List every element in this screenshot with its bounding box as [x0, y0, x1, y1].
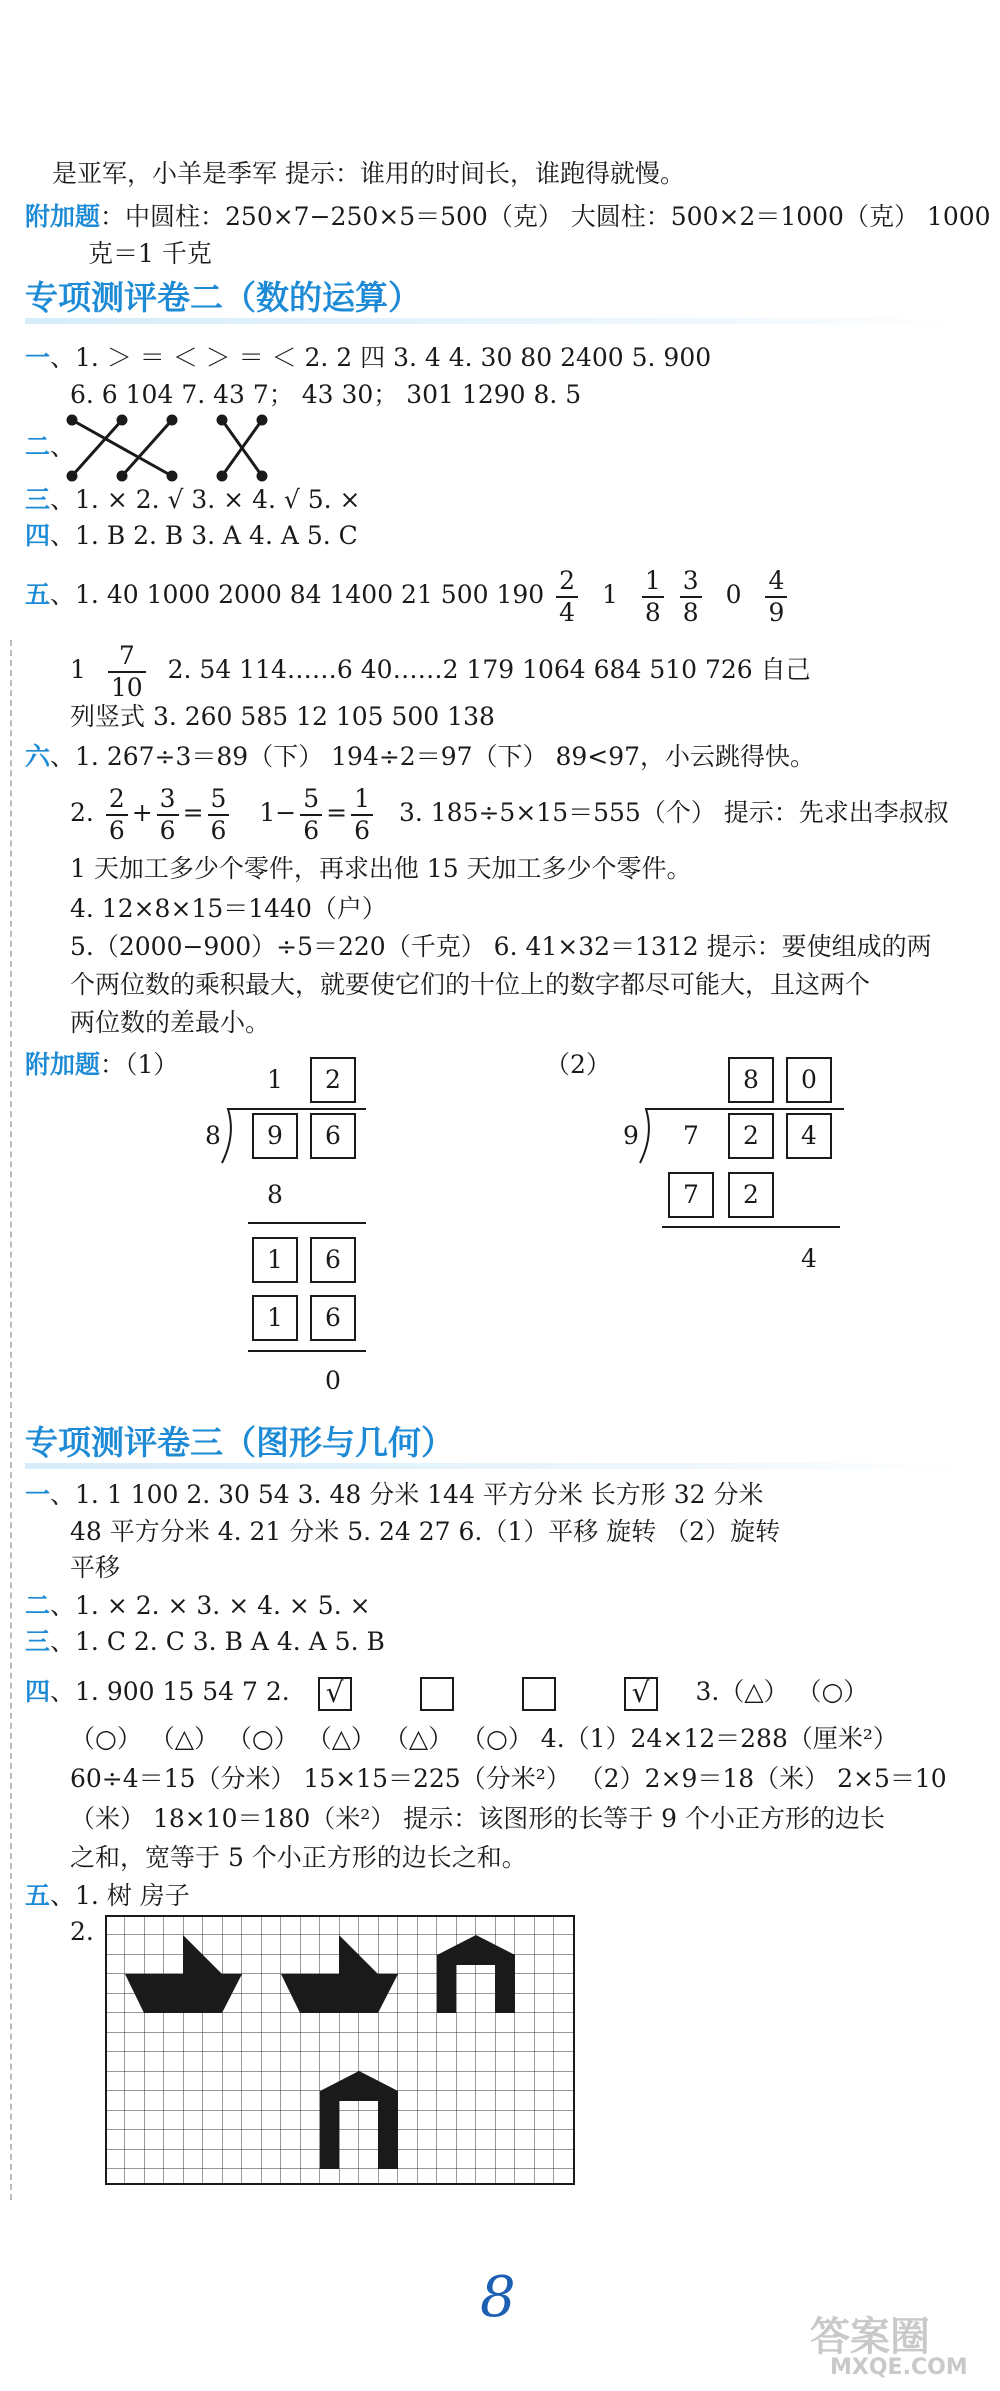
one-minus: 1−: [259, 798, 297, 827]
q6-line: [25, 740, 815, 774]
remainder-digit: 0: [325, 1366, 341, 1395]
q2-label: 二: [25, 432, 51, 461]
denominator: 6: [303, 815, 320, 845]
check-box: √: [624, 1677, 658, 1711]
q3-text: 、1. C 2. C 3. B A 4. A 5. B: [50, 1627, 385, 1656]
numerator: 4: [765, 566, 787, 598]
bonus-text: ：中圆柱：250×7−250×5＝500（克） 大圆柱：500×2＝1000（克） 1000: [100, 202, 991, 231]
value-zero: 0: [725, 580, 742, 609]
answer-box: 6: [310, 1295, 356, 1341]
equals-sign: =: [326, 798, 348, 827]
matching-lines-diagram: [60, 412, 270, 484]
bonus-label: 附加题: [25, 202, 101, 231]
fraction: [351, 784, 373, 846]
numerator: 1: [642, 566, 664, 598]
fraction: [765, 566, 787, 628]
fraction: [642, 566, 664, 628]
watermark-url: MXQE.COM: [830, 2355, 968, 2380]
q5-label: 五: [25, 1881, 51, 1910]
answer-box: 4: [786, 1113, 832, 1159]
q5-text: 、1. 40 1000 2000 84 1400 21 500 190: [50, 580, 545, 609]
q5-line: [25, 1879, 190, 1913]
q4-line-4: （米） 18×10＝180（米²） 提示：该图形的长等于 9 个小正方形的边长: [70, 1804, 886, 1833]
q3-text: 、1. × 2. √ 3. × 4. √ 5. ×: [50, 485, 361, 514]
check-box: [522, 1677, 556, 1711]
q5-line-2: [70, 635, 811, 705]
plus-sign: +: [131, 798, 153, 827]
q1-line-2: 48 平方分米 4. 21 分米 5. 24 27 6.（1）平移 旋转 （2）旋转: [70, 1517, 781, 1546]
page-number: 8: [480, 2265, 516, 2330]
boat-shape-translated: [281, 1974, 398, 2013]
answer-box: 6: [310, 1237, 356, 1283]
match-line: [72, 420, 172, 476]
answer-box: 7: [668, 1172, 714, 1218]
division-rule: [248, 1350, 366, 1352]
bonus-label: 附加题: [25, 1050, 101, 1079]
q6-label: 六: [25, 742, 51, 771]
answer-box: 2: [310, 1057, 356, 1103]
answer-box: 1: [252, 1295, 298, 1341]
answer-box: 9: [252, 1113, 298, 1159]
answer-box: 6: [310, 1113, 356, 1159]
bonus-line: [25, 1048, 178, 1082]
denominator: 4: [559, 597, 576, 627]
q2-line: [25, 1589, 371, 1623]
q4-label: 四: [25, 1677, 51, 1706]
q4-text: 、1. 900 15 54 7 2.: [50, 1677, 290, 1706]
q6-line-3: 1 天加工多少个零件，再求出他 15 天加工多少个零件。: [70, 854, 692, 883]
numerator: 7: [108, 641, 146, 673]
q5-text-2: 2. 54 114……6 40……2 179 1064 684 510 726 自己: [167, 655, 811, 684]
dividend-digit: 7: [683, 1121, 699, 1150]
numerator: 2: [556, 566, 578, 598]
fraction: [556, 566, 578, 628]
q4-line: [25, 1675, 868, 1711]
q4-line: [25, 519, 358, 553]
denominator: 10: [110, 672, 143, 702]
value-one: 1: [70, 655, 86, 684]
answer-box: 2: [728, 1113, 774, 1159]
q1-label: 一: [25, 1480, 51, 1509]
divisor-digit: 8: [205, 1121, 221, 1150]
denominator: 8: [682, 597, 699, 627]
denominator: 6: [210, 815, 227, 845]
q1-label: 一: [25, 343, 51, 372]
q6-prefix: 2.: [70, 798, 94, 827]
bonus-part-1: ：（1）: [100, 1050, 179, 1079]
numerator: 1: [351, 784, 373, 816]
q5-line-3: 列竖式 3. 260 585 12 105 500 138: [70, 702, 495, 731]
q2-label: 二: [25, 1591, 51, 1620]
q5-line: [25, 560, 791, 630]
q3-line: [25, 1625, 385, 1659]
q6-text: 、1. 267÷3＝89（下） 194÷2＝97（下） 89<97，小云跳得快。: [50, 742, 816, 771]
q6-line-4: 4. 12×8×15＝1440（户）: [70, 894, 387, 923]
q1-text: 、1. 1 100 2. 30 54 3. 48 分米 144 平方分米 长方形 32 分米: [50, 1480, 764, 1509]
answer-box: 1: [252, 1237, 298, 1283]
q6-line-6: 个两位数的乘积最大，就要使它们的十位上的数字都尽可能大，且这两个: [70, 970, 871, 999]
fraction: [300, 784, 322, 846]
bonus-line: [25, 200, 991, 234]
q1-text: 、1. ＞ ＝ ＜ ＞ ＝ ＜ 2. 2 四 3. 4 4. 30 80 2400 5. 900: [50, 343, 712, 372]
q5-label: 五: [25, 580, 51, 609]
q2-sep: 、: [50, 432, 76, 461]
q3-label: 三: [25, 1627, 51, 1656]
q5-line-2: 2.: [70, 1917, 94, 1946]
q6-line-5: 5.（2000−900）÷5＝220（千克） 6. 41×32＝1312 提示：要使组成的两: [70, 932, 932, 961]
fraction: [157, 784, 179, 846]
match-line: [72, 420, 122, 476]
quotient-digit: 1: [267, 1065, 283, 1094]
boat-shape-original: [125, 1974, 242, 2013]
denominator: 8: [644, 597, 661, 627]
q4-line-5: 之和，宽等于 5 个小正方形的边长之和。: [70, 1843, 527, 1872]
answer-box: 2: [728, 1172, 774, 1218]
q1-line: [25, 341, 711, 375]
check-box: √: [318, 1677, 352, 1711]
answer-box: 0: [786, 1057, 832, 1103]
q1-line: [25, 1478, 763, 1512]
denominator: 6: [108, 815, 125, 845]
division-rule: [248, 1222, 366, 1224]
numerator: 5: [300, 784, 322, 816]
q4-text-post: 3.（△） （○）: [695, 1677, 869, 1706]
q6-line-2: [70, 778, 949, 848]
subtract-digit: 8: [267, 1180, 283, 1209]
remainder-digit: 4: [801, 1244, 817, 1273]
answer-line: 是亚军，小羊是季军 提示：谁用的时间长，谁跑得就慢。: [52, 159, 685, 188]
q3-line: [25, 483, 361, 517]
watermark-logo: 答案圈: [810, 2314, 930, 2360]
q3-label: 三: [25, 485, 51, 514]
q5-text: 、1. 树 房子: [50, 1881, 190, 1910]
check-box: [420, 1677, 454, 1711]
numerator: 3: [157, 784, 179, 816]
q4-line-2: （○） （△） （○） （△） （△） （○） 4.（1）24×12＝288（厘米²）: [70, 1724, 898, 1753]
q1-line-3: 平移: [70, 1553, 121, 1582]
fraction: [680, 566, 702, 628]
match-line: [122, 420, 172, 476]
fraction: [208, 784, 230, 846]
section-title: 专项测评卷二（数的运算）: [25, 278, 421, 317]
margin-guide-line: [10, 640, 14, 2200]
denominator: 6: [354, 815, 371, 845]
q6-line-7: 两位数的差最小。: [70, 1008, 271, 1037]
q4-label: 四: [25, 521, 51, 550]
equals-sign: =: [182, 798, 204, 827]
q6-text-2: 3. 185÷5×15＝555（个） 提示：先求出李叔叔: [398, 798, 949, 827]
division-rule: [662, 1226, 840, 1228]
bonus-line-2: 克＝1 千克: [88, 239, 212, 268]
q1-line-2: 6. 6 104 7. 43 7； 43 30； 301 1290 8. 5: [70, 380, 582, 409]
answer-box: 8: [728, 1057, 774, 1103]
bonus-part-2: （2）: [545, 1050, 611, 1079]
q4-text: 、1. B 2. B 3. A 4. A 5. C: [50, 521, 358, 550]
numerator: 2: [106, 784, 128, 816]
divisor-digit: 9: [623, 1121, 639, 1150]
grid-drawing: [105, 1915, 583, 2187]
fraction: [106, 784, 128, 846]
denominator: 6: [159, 815, 176, 845]
fraction: [108, 641, 146, 703]
q4-line-3: 60÷4＝15（分米） 15×15＝225（分米²） （2）2×9＝18（米） 2×5＝10: [70, 1764, 947, 1793]
q2-text: 、1. × 2. × 3. × 4. × 5. ×: [50, 1591, 371, 1620]
value-one: 1: [602, 580, 618, 609]
numerator: 5: [208, 784, 230, 816]
numerator: 3: [680, 566, 702, 598]
section-title: 专项测评卷三（图形与几何）: [25, 1423, 454, 1462]
denominator: 9: [768, 597, 785, 627]
